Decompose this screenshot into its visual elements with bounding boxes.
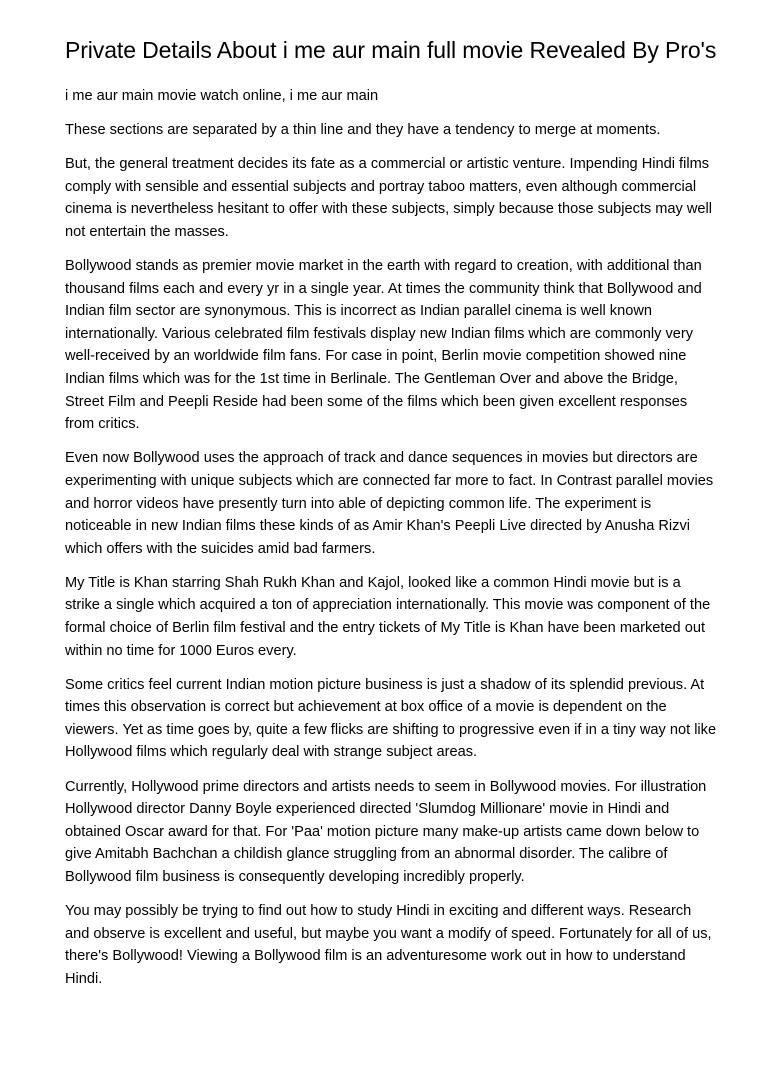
paragraph: Currently, Hollywood prime directors and artists needs to seem in Bollywood movies. For illustration Hollywood director Danny Boyle experienced directed 'Slumdog Millionare' movie in Hindi and obtained Oscar award for that. For 'Paa' motion picture many make-up artists came down below to give Amitabh Bachchan a childish glance struggling from an abnormal disorder. The calibre of Bollywood film business is consequently developing incredibly properly. [65,778,707,885]
paragraph: Some critics feel current Indian motion picture business is just a shadow of its splendid previous. At times this observation is correct but achievement at box office of a movie is dependent on the viewers. Yet as time goes by, quite a few flicks are shifting to progressive even if in a tiny way not like Hollywood films which regularly deal with strange subject areas. [65,676,717,761]
subtitle-keywords: i me aur main movie watch online, i me aur main [65,88,379,104]
paragraph: Bollywood stands as premier movie market in the earth with regard to creation, with additional than thousand films each and every yr in a single year. At times the community think that Bollywood and Indian film sector are synonymous. This is incorrect as Indian parallel cinema is well known internationally. Various celebrated film festivals display new Indian films which are commonly very well-received by an worldwide film fans. For case in point, Berlin movie competition showed nine Indian films which was for the 1st time in Berlinale. The Gentleman Over and above the Bridge, Street Film and Peepli Reside had been some of the films which been given excellent responses from critics. [65,258,702,433]
paragraph: But, the general treatment decides its fate as a commercial or artistic venture. Impending Hindi films comply with sensible and essential subjects and portray taboo matters, even although commercial cinema is nevertheless hesitant to offer with these subjects, simply because those subjects may well not entertain the masses. [65,156,713,240]
paragraph: Even now Bollywood uses the approach of track and dance sequences in movies but directors are experimenting with unique subjects which are connected far more to fact. In Contrast parallel movies and horror videos have presently turn into able of depicting common life. The experiment is noticeable in new Indian films these kinds of as Amir Khan's Peepli Live directed by Anusha Rizvi which offers with the suicides amid bad farmers. [65,450,714,557]
page-title: Private Details About i me aur main full movie Revealed By Pro's [65,37,717,63]
paragraph: My Title is Khan starring Shah Rukh Khan and Kajol, looked like a common Hindi movie but is a strike a single which acquired a ton of appreciation internationally. This movie was component of the formal choice of Berlin film festival and the entry tickets of My Title is Khan have been marketed out within no time for 1000 Euros every. [65,574,711,659]
paragraph: These sections are separated by a thin line and they have a tendency to merge at moments. [65,122,661,139]
paragraph: You may possibly be trying to find out how to study Hindi in exciting and different ways. Research and observe is excellent and useful, but maybe you want a modify of speed. Fortunately for all of us, there's Bollywood! Viewing a Bollywood film is an adventuresome work out in how to understand Hindi. [65,903,712,987]
